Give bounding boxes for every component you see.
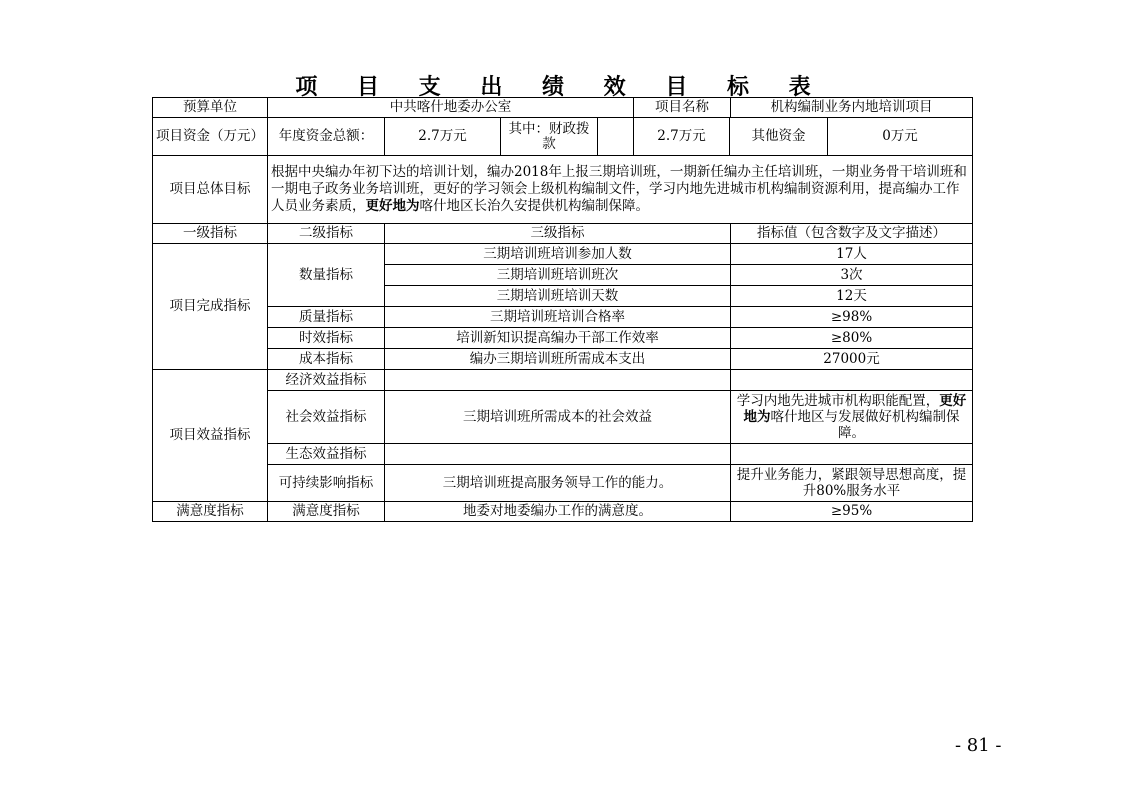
ecological-label: 生态效益指标 — [268, 444, 385, 465]
value-header: 指标值（包含数字及文字描述） — [731, 224, 973, 244]
fiscal-funds-value: 2.7万元 — [634, 118, 730, 155]
level1-header: 一级指标 — [153, 224, 268, 244]
performance-goal-table — [152, 97, 973, 522]
level3-header: 三级指标 — [385, 224, 731, 244]
overall-goal-row — [153, 156, 973, 224]
other-funds-label: 其他资金 — [730, 118, 828, 155]
indicator-cell — [385, 444, 731, 465]
completion-label: 项目完成指标 — [153, 244, 268, 370]
indicator-cell: 培训新知识提高编办干部工作效率 — [385, 328, 731, 349]
overall-goal-text: 根据中央编办年初下达的培训计划，编办2018年上报三期培训班，一期新任编办主任培训班，一期业务骨干培训班和一期电子政务业务培训班，更好的学习领会上级机构编制文件，学习内地先进城市机构编制资源利用，提高编办工作人员业务素质，更好地为喀什地区长治久安提供机构编制保障。 — [268, 156, 973, 224]
indicator-cell: 三期培训班培训班次 — [385, 265, 731, 286]
level2-header: 二级指标 — [268, 224, 385, 244]
funds-label: 项目资金（万元） — [153, 118, 268, 156]
satisfaction-level1: 满意度指标 — [153, 502, 268, 522]
benefit-label: 项目效益指标 — [153, 370, 268, 502]
quality-label: 质量指标 — [268, 307, 385, 328]
table-row — [153, 370, 973, 391]
table-row — [153, 444, 973, 465]
table-row — [153, 307, 973, 328]
indicator-cell: 三期培训班提高服务领导工作的能力。 — [385, 465, 731, 502]
value-cell: 12天 — [731, 286, 973, 307]
other-funds-value: 0万元 — [882, 128, 918, 144]
value-cell: ≥95% — [731, 502, 973, 522]
budget-unit-label: 预算单位 — [153, 98, 268, 118]
indicator-cell: 三期培训班培训合格率 — [385, 307, 731, 328]
table-row — [153, 465, 973, 502]
budget-unit-row — [153, 98, 973, 118]
indicator-cell: 地委对地委编办工作的满意度。 — [385, 502, 731, 522]
annual-total-label: 年度资金总额： — [268, 118, 385, 156]
value-cell: 学习内地先进城市机构职能配置，更好地为喀什地区与发展做好机构编制保障。 — [731, 391, 973, 444]
indicator-cell: 三期培训班培训参加人数 — [385, 244, 731, 265]
quantity-label: 数量指标 — [268, 244, 385, 307]
table-row — [153, 502, 973, 522]
funds-row — [153, 118, 973, 156]
value-cell: ≥98% — [731, 307, 973, 328]
value-cell: 27000元 — [731, 349, 973, 370]
indicator-cell: 编办三期培训班所需成本支出 — [385, 349, 731, 370]
value-cell — [731, 444, 973, 465]
value-cell: 17人 — [731, 244, 973, 265]
page-number: - 81 - — [955, 735, 1002, 756]
annual-total-value: 2.7万元 — [385, 118, 501, 156]
value-cell: 3次 — [731, 265, 973, 286]
project-name-label: 项目名称 — [634, 98, 731, 118]
fiscal-funds-label: 其中：财政拨款 — [501, 118, 598, 155]
table-row — [153, 391, 973, 444]
table-row — [153, 328, 973, 349]
fiscal-other-cell — [634, 118, 973, 156]
page-title: 项 目 支 出 绩 效 目 标 表 — [295, 75, 827, 100]
value-cell: ≥80% — [731, 328, 973, 349]
value-cell: 提升业务能力，紧跟领导思想高度，提升80%服务水平 — [731, 465, 973, 502]
indicator-cell: 三期培训班所需成本的社会效益 — [385, 391, 731, 444]
project-name-value: 机构编制业务内地培训项目 — [731, 98, 973, 118]
fiscal-cell — [501, 118, 634, 156]
timeliness-label: 时效指标 — [268, 328, 385, 349]
social-label: 社会效益指标 — [268, 391, 385, 444]
sustainable-label: 可持续影响指标 — [268, 465, 385, 502]
satisfaction-level2: 满意度指标 — [268, 502, 385, 522]
value-cell — [731, 370, 973, 391]
table-row — [153, 349, 973, 370]
column-header-row — [153, 224, 973, 244]
indicator-cell — [385, 370, 731, 391]
economic-label: 经济效益指标 — [268, 370, 385, 391]
overall-goal-label: 项目总体目标 — [153, 156, 268, 224]
budget-unit-value: 中共喀什地委办公室 — [268, 98, 634, 118]
indicator-cell: 三期培训班培训天数 — [385, 286, 731, 307]
table-row — [153, 244, 973, 265]
cost-label: 成本指标 — [268, 349, 385, 370]
